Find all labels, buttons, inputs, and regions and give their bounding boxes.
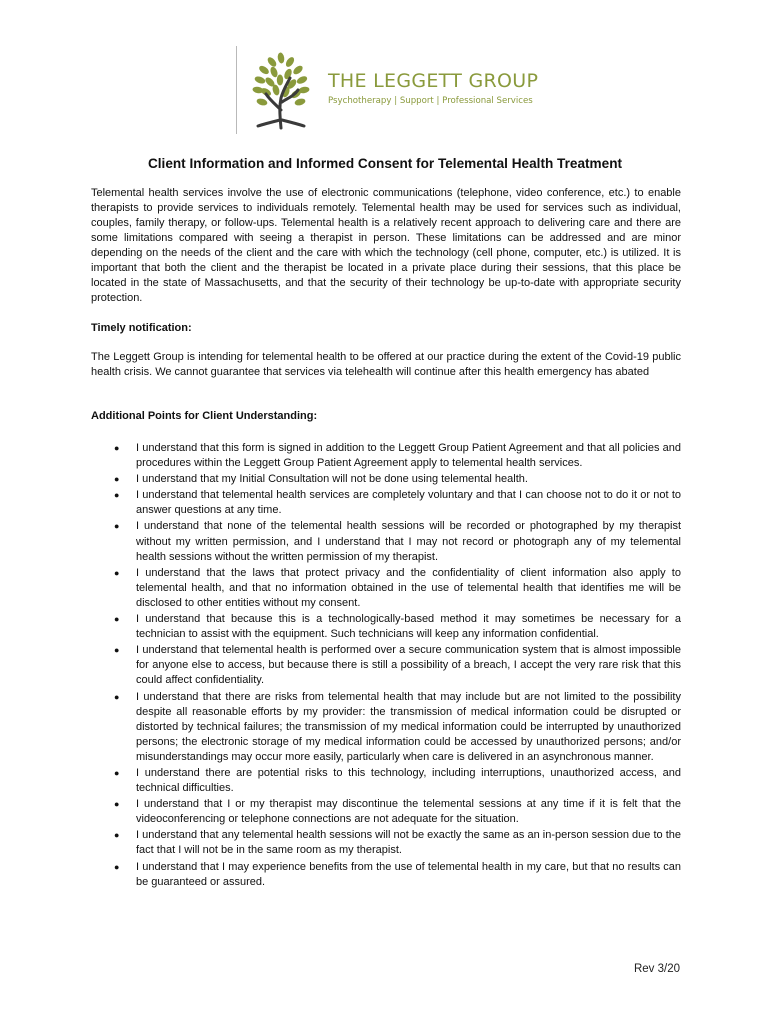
tree-logo-icon (250, 50, 312, 130)
logo-divider (236, 46, 237, 134)
leaf-mark (258, 64, 271, 76)
bullet-icon: ● (114, 861, 120, 872)
leaf-mark (256, 97, 268, 106)
revision-label: Rev 3/20 (633, 963, 680, 975)
list-item (91, 472, 681, 487)
leaf-mark (284, 56, 296, 69)
bullet-icon: ● (114, 521, 120, 532)
list-item (91, 612, 681, 642)
leaf-mark (277, 52, 285, 64)
list-item-text: I understand that any telemental health sessions will not be exactly the same as an in-person session due to the fact that I will not be in the same room as my therapist. (136, 829, 681, 857)
list-item (91, 643, 681, 688)
timely-notification-text: The Leggett Group is intending for telemental health to be offered at our practice during the extent of the Covid-19 public health crisis. We cannot guarantee that services via telehealth will continue after this health emergency has abated (91, 351, 681, 378)
bullet-icon: ● (114, 490, 120, 501)
bullet-icon: ● (114, 614, 120, 625)
list-item (91, 488, 681, 518)
list-item-text: I understand that I may experience benefits from the use of telemental health in my care, but that no results can be guaranteed or assured. (136, 860, 681, 888)
list-item-text: I understand that I or my therapist may discontinue the telemental sessions at any time if it is felt that the videoconferencing or telephone connections are not adequate for the situation. (136, 798, 681, 826)
list-item-text: I understand that telemental health services are completely voluntary and that I can choose not to do it or not to answer questions at any time. (136, 489, 681, 517)
list-item-text: I understand there are potential risks to this technology, including interruptions, unauthorized access, and technical difficulties. (136, 766, 681, 795)
list-item (91, 690, 681, 765)
logo (236, 46, 539, 138)
list-item (91, 860, 681, 890)
logo-name: THE LEGGETT GROUP (328, 70, 539, 92)
bullet-icon: ● (114, 567, 120, 578)
list-item (91, 828, 681, 858)
list-item-text: I understand that the laws that protect privacy and the confidentiality of client information also apply to telemental health, and that no information obtained in the use of telemental health that identifies me will be disclosed to other entities without my consent. (136, 566, 681, 609)
list-item-text: I understand that my Initial Consultation will not be done using telemental health. (136, 473, 528, 486)
leaf-mark (294, 97, 306, 106)
leaf-mark (292, 64, 305, 76)
list-item (91, 519, 681, 564)
additional-points-heading: Additional Points for Client Understanding: (91, 410, 318, 422)
list-item (91, 797, 681, 827)
bullet-icon: ● (114, 645, 120, 656)
bullet-icon: ● (114, 767, 120, 778)
list-item-text: I understand that telemental health is performed over a secure communication system that is almost impossible for anyone else to access, but because there is still a possibility of a breach, I accept the very rare risk that this could affect confidentiality. (136, 644, 681, 687)
leaf-mark (277, 75, 283, 86)
leaf-mark (269, 66, 279, 79)
leaf-mark (266, 56, 278, 69)
points-list (91, 441, 681, 891)
leaf-mark (283, 68, 293, 81)
list-item-text: I understand that because this is a technologically-based method it may sometimes be necessary for a technician to assist with the equipment. Such technicians will keep any information confidential. (136, 613, 681, 641)
list-item (91, 766, 681, 796)
bullet-icon: ● (114, 691, 120, 702)
intro-paragraph: Telemental health services involve the use of electronic communications (telephone, video conference, etc.) to enable therapists to provide services to individuals remotely. Telemental health may be used for services such as individual, couples, family therapy, or follow-ups. Telemental health is a relatively recent approach to delivering care and there are some limitations compared with seeing a therapist in person. These limitations can be addressed and are minor depending on the needs of the client and the care with which the technology (cell phone, computer, etc.) is utilized. It is important that both the client and the therapist be located in a private place during their sessions, that this place be located in the state of Massachusetts, and that the security of their technology be up-to-date with appropriate security protection. (91, 187, 681, 304)
list-item (91, 566, 681, 611)
list-item-text: I understand that none of the telemental health sessions will be recorded or photographed by my therapist without my written permission, and I understand that I may not record or photograph any of my telemental health sessions without the written permission of my therapist. (136, 520, 681, 563)
timely-notification-heading: Timely notification: (91, 322, 192, 334)
leaf-mark (296, 75, 309, 85)
page-title: Client Information and Informed Consent for Telemental Health Treatment (147, 156, 623, 171)
bullet-icon: ● (114, 830, 120, 841)
bullet-icon: ● (114, 474, 120, 485)
bullet-icon: ● (114, 443, 120, 453)
list-item-text: I understand that there are risks from telemental health that may include but are not limited to the possibility despite all reasonable efforts by my provider: the transmission of medical information could be disrupted or distorted by technical failures; the transmission of my medical information could be interrupted by unauthorized persons; the electronic storage of my medical information could be accessed by unauthorized persons; and/or misunderstandings may occur more easily, particularly when care is delivered in an asynchronous manner. (136, 690, 681, 763)
bullet-icon: ● (114, 799, 120, 810)
list-item (91, 441, 681, 471)
leaf-mark (254, 75, 267, 85)
logo-tagline: Psychotherapy | Support | Professional Services (328, 96, 533, 106)
list-item-text: I understand that this form is signed in addition to the Leggett Group Patient Agreement and that all policies and procedures within the Leggett Group Patient Agreement apply to telemental health services. (136, 442, 681, 470)
